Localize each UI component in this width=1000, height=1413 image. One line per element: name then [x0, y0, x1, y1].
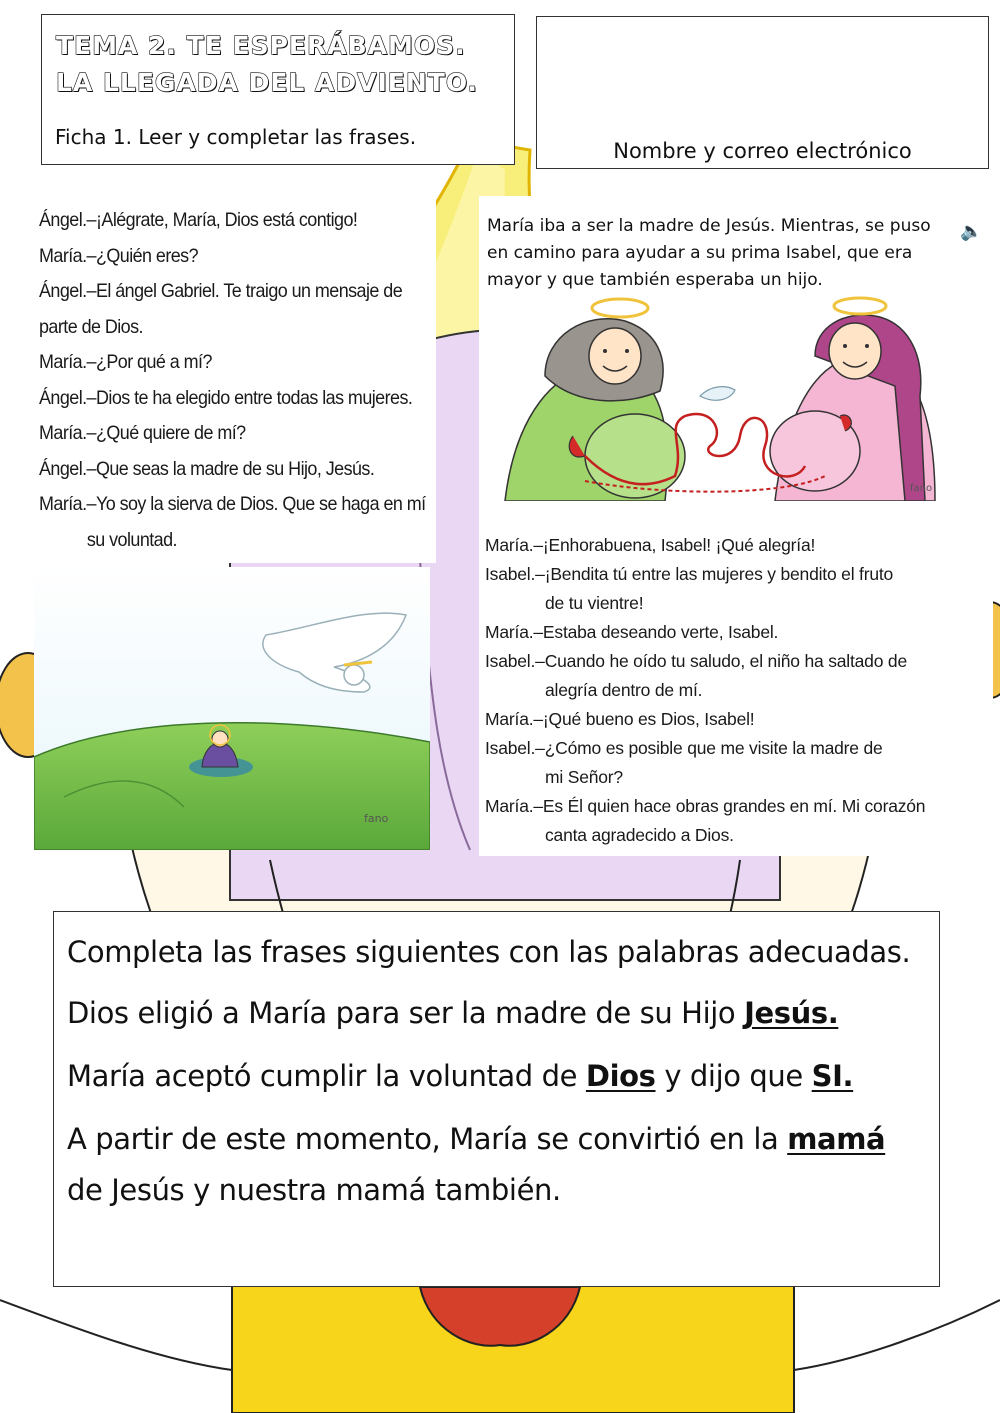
- dialogue-line: María.–¡Enhorabuena, Isabel! ¡Qué alegría!: [485, 535, 816, 555]
- illustration-signature-right: fano: [910, 483, 933, 494]
- dialogue-line: canta agradecido a Dios.: [545, 825, 734, 845]
- dove-hill-illustration: [34, 567, 430, 850]
- dialogue-line: Isabel.–¡Bendita tú entre las mujeres y bendito el fruto: [485, 564, 894, 584]
- dialogue-line: de tu vientre!: [545, 593, 644, 613]
- annunciation-dialogue: [34, 197, 436, 563]
- worksheet-subtitle: Ficha 1. Leer y completar las frases.: [55, 125, 417, 149]
- visitation-illustration: [485, 296, 955, 501]
- dialogue-line: Ángel.–Que seas la madre de su Hijo, Jesús.: [39, 457, 375, 480]
- dialogue-line: María.–¿Qué quiere de mí?: [39, 422, 246, 444]
- name-email-box[interactable]: [536, 16, 989, 169]
- story-paragraph: María iba a ser la madre de Jesús. Mientras, se puso en camino para ayudar a su prima Isabel, que era mayor y que también esperaba un hijo.: [487, 216, 931, 290]
- answer-blank-jesus[interactable]: Jesús.: [744, 996, 839, 1030]
- sentence-3: [67, 1114, 925, 1216]
- sentence-2: [67, 1051, 925, 1102]
- visitation-panel: [479, 196, 993, 856]
- dialogue-line: María.–¡Qué bueno es Dios, Isabel!: [485, 709, 755, 729]
- dialogue-line: Ángel.–El ángel Gabriel. Te traigo un mensaje de: [39, 280, 403, 302]
- dialogue-line: Ángel.–¡Alégrate, María, Dios está contigo!: [39, 209, 358, 231]
- name-email-label: Nombre y correo electrónico: [613, 139, 912, 163]
- sentence-3-after: de Jesús y nuestra mamá también.: [67, 1173, 561, 1207]
- dialogue-line: parte de Dios.: [39, 315, 143, 338]
- dialogue-line: María.–Es Él quien hace obras grandes en mí. Mi corazón: [485, 796, 926, 816]
- dialogue-line: su voluntad.: [86, 528, 177, 551]
- sentence-1-text: Dios eligió a María para ser la madre de su Hijo: [67, 996, 745, 1030]
- title-box: [41, 14, 515, 165]
- dialogue-line: Isabel.–¿Cómo es posible que me visite la madre de: [485, 738, 883, 758]
- exercise-box: [53, 911, 940, 1287]
- dialogue-line: María.–¿Por qué a mí?: [39, 351, 212, 373]
- sentence-3-text: A partir de este momento, María se convirtió en la: [67, 1122, 788, 1156]
- sentence-1: [67, 988, 925, 1039]
- visitation-dialogue: [485, 531, 985, 850]
- answer-blank-dios[interactable]: Dios: [585, 1059, 656, 1093]
- dialogue-line: María.–Yo soy la sierva de Dios. Que se haga en mí: [39, 493, 426, 515]
- sentence-2-middle: y dijo que: [655, 1059, 812, 1093]
- dialogue-line: María.–Estaba deseando verte, Isabel.: [485, 622, 779, 642]
- sentence-2-text: María aceptó cumplir la voluntad de: [67, 1059, 586, 1093]
- exercise-instruction: Completa las frases siguientes con las palabras adecuadas.: [67, 935, 911, 969]
- dialogue-line: Isabel.–Cuando he oído tu saludo, el niño ha saltado de: [485, 651, 907, 671]
- speaker-icon[interactable]: 🔈: [960, 221, 983, 242]
- dialogue-line: Ángel.–Dios te ha elegido entre todas las mujeres.: [39, 386, 413, 409]
- dialogue-line: María.–¿Quién eres?: [39, 244, 199, 267]
- dialogue-line: alegría dentro de mí.: [545, 680, 703, 700]
- answer-blank-mama[interactable]: mamá: [787, 1122, 886, 1156]
- illustration-signature-left: fano: [364, 812, 389, 825]
- dialogue-line: mi Señor?: [545, 767, 623, 787]
- worksheet-title: TEMA 2. TE ESPERÁBAMOS. LA LLEGADA DEL ADVIENTO.: [56, 31, 479, 97]
- answer-blank-si[interactable]: SI.: [811, 1059, 854, 1093]
